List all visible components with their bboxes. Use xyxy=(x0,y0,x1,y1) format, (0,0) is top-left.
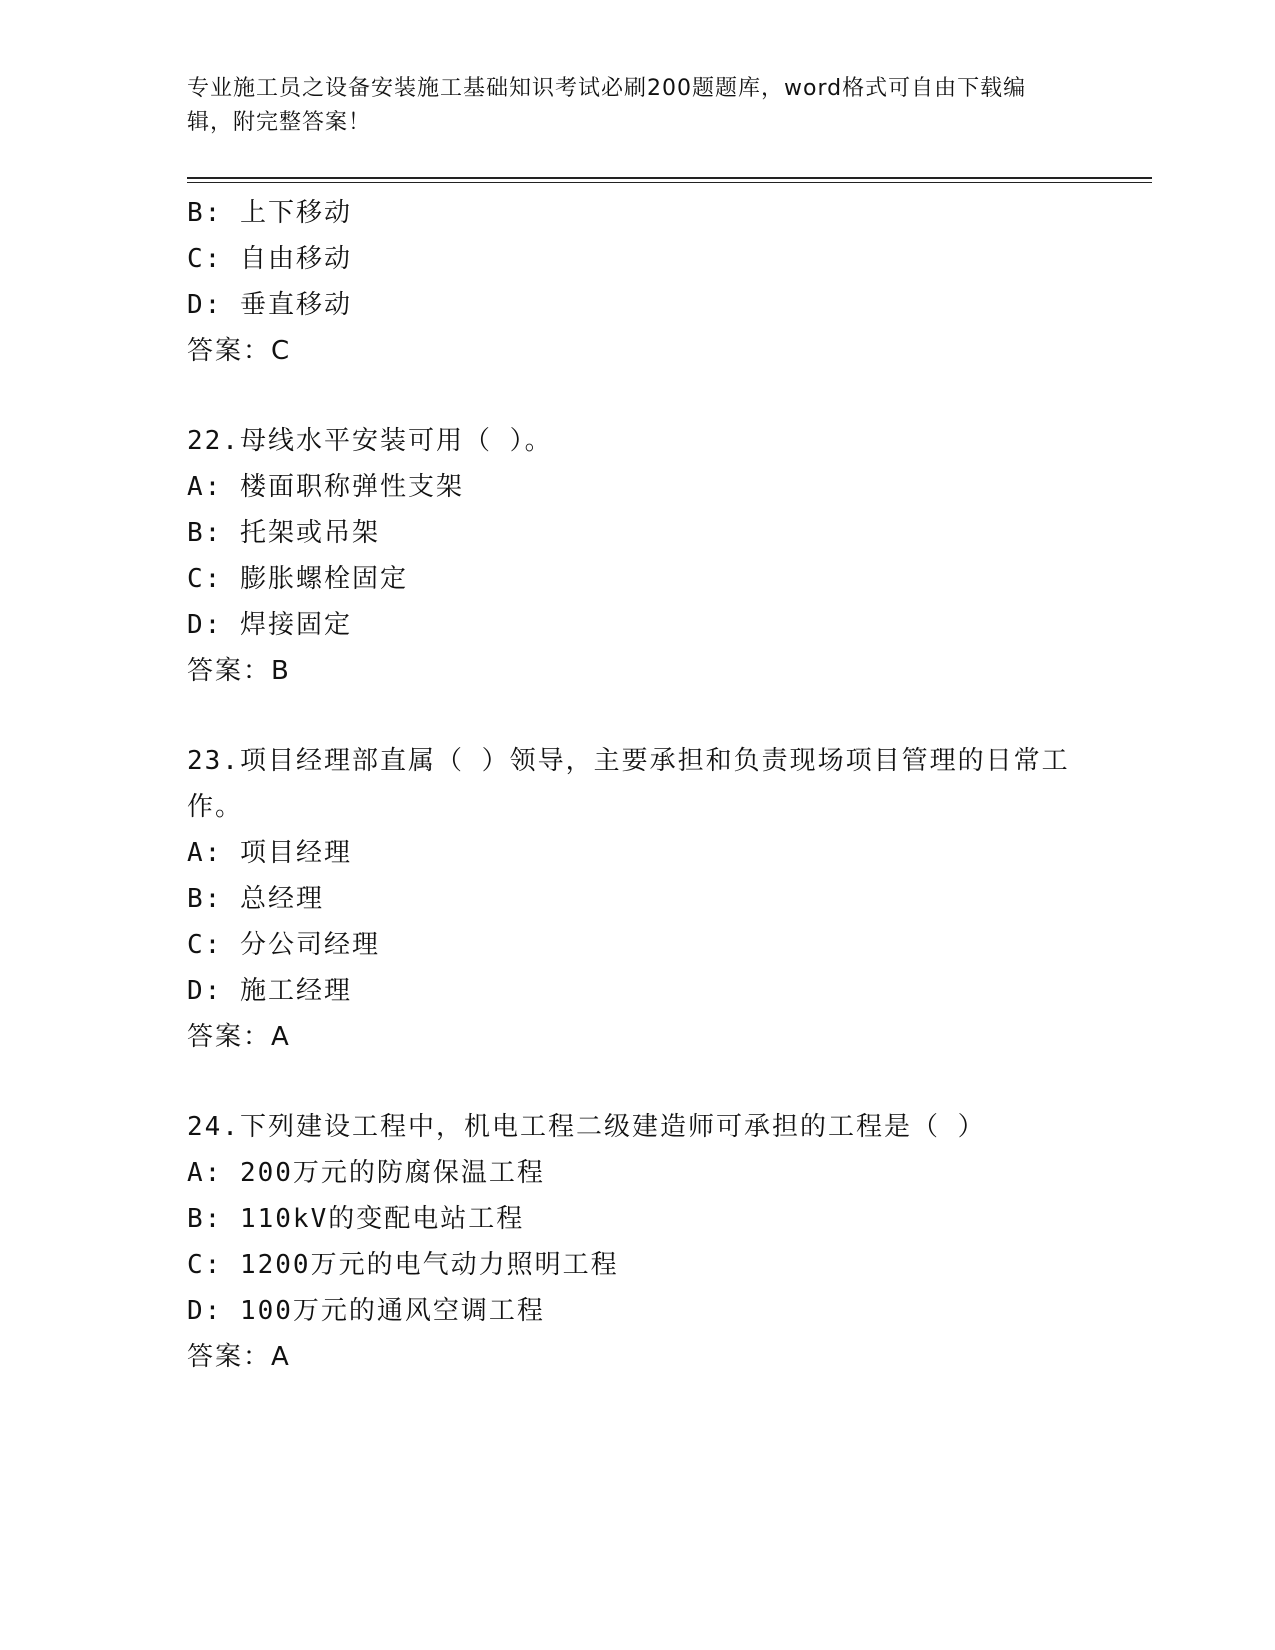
header-rule-thick xyxy=(187,177,1152,179)
question-text: 24.下列建设工程中，机电工程二级建造师可承担的工程是（ ） xyxy=(187,1112,986,1142)
option-a: A: 楼面职称弹性支架 xyxy=(187,472,464,502)
document-header xyxy=(187,72,1067,140)
option-b: B: 托架或吊架 xyxy=(187,518,380,548)
option-b: B: 总经理 xyxy=(187,884,324,914)
header-title: 专业施工员之设备安装施工基础知识考试必刷200题题库，word格式可自由下载编辑，附完整答案！ xyxy=(187,76,1027,135)
answer-line: 答案：C xyxy=(187,336,292,366)
option-b: B: 上下移动 xyxy=(187,198,352,228)
option-d: D: 焊接固定 xyxy=(187,610,352,640)
option-c: C: 自由移动 xyxy=(187,244,352,274)
option-c: C: 膨胀螺栓固定 xyxy=(187,564,408,594)
option-d: D: 垂直移动 xyxy=(187,290,352,320)
option-c: C: 分公司经理 xyxy=(187,930,380,960)
question-24 xyxy=(187,1104,1087,1380)
option-d: D: 施工经理 xyxy=(187,976,352,1006)
question-23 xyxy=(187,738,1087,1060)
option-c: C: 1200万元的电气动力照明工程 xyxy=(187,1250,619,1280)
question-text: 23.项目经理部直属（ ）领导，主要承担和负责现场项目管理的日常工作。 xyxy=(187,746,1070,822)
answer-line: 答案：A xyxy=(187,1022,291,1052)
document-body xyxy=(187,190,1087,1380)
option-b: B: 110kV的变配电站工程 xyxy=(187,1204,525,1234)
option-d: D: 100万元的通风空调工程 xyxy=(187,1296,545,1326)
option-a: A: 200万元的防腐保温工程 xyxy=(187,1158,545,1188)
question-21-continued xyxy=(187,190,1087,374)
question-22 xyxy=(187,418,1087,694)
option-a: A: 项目经理 xyxy=(187,838,352,868)
question-text: 22.母线水平安装可用（ ）。 xyxy=(187,426,553,456)
answer-line: 答案：B xyxy=(187,656,291,686)
header-rule-thin xyxy=(187,182,1152,183)
answer-line: 答案：A xyxy=(187,1342,291,1372)
